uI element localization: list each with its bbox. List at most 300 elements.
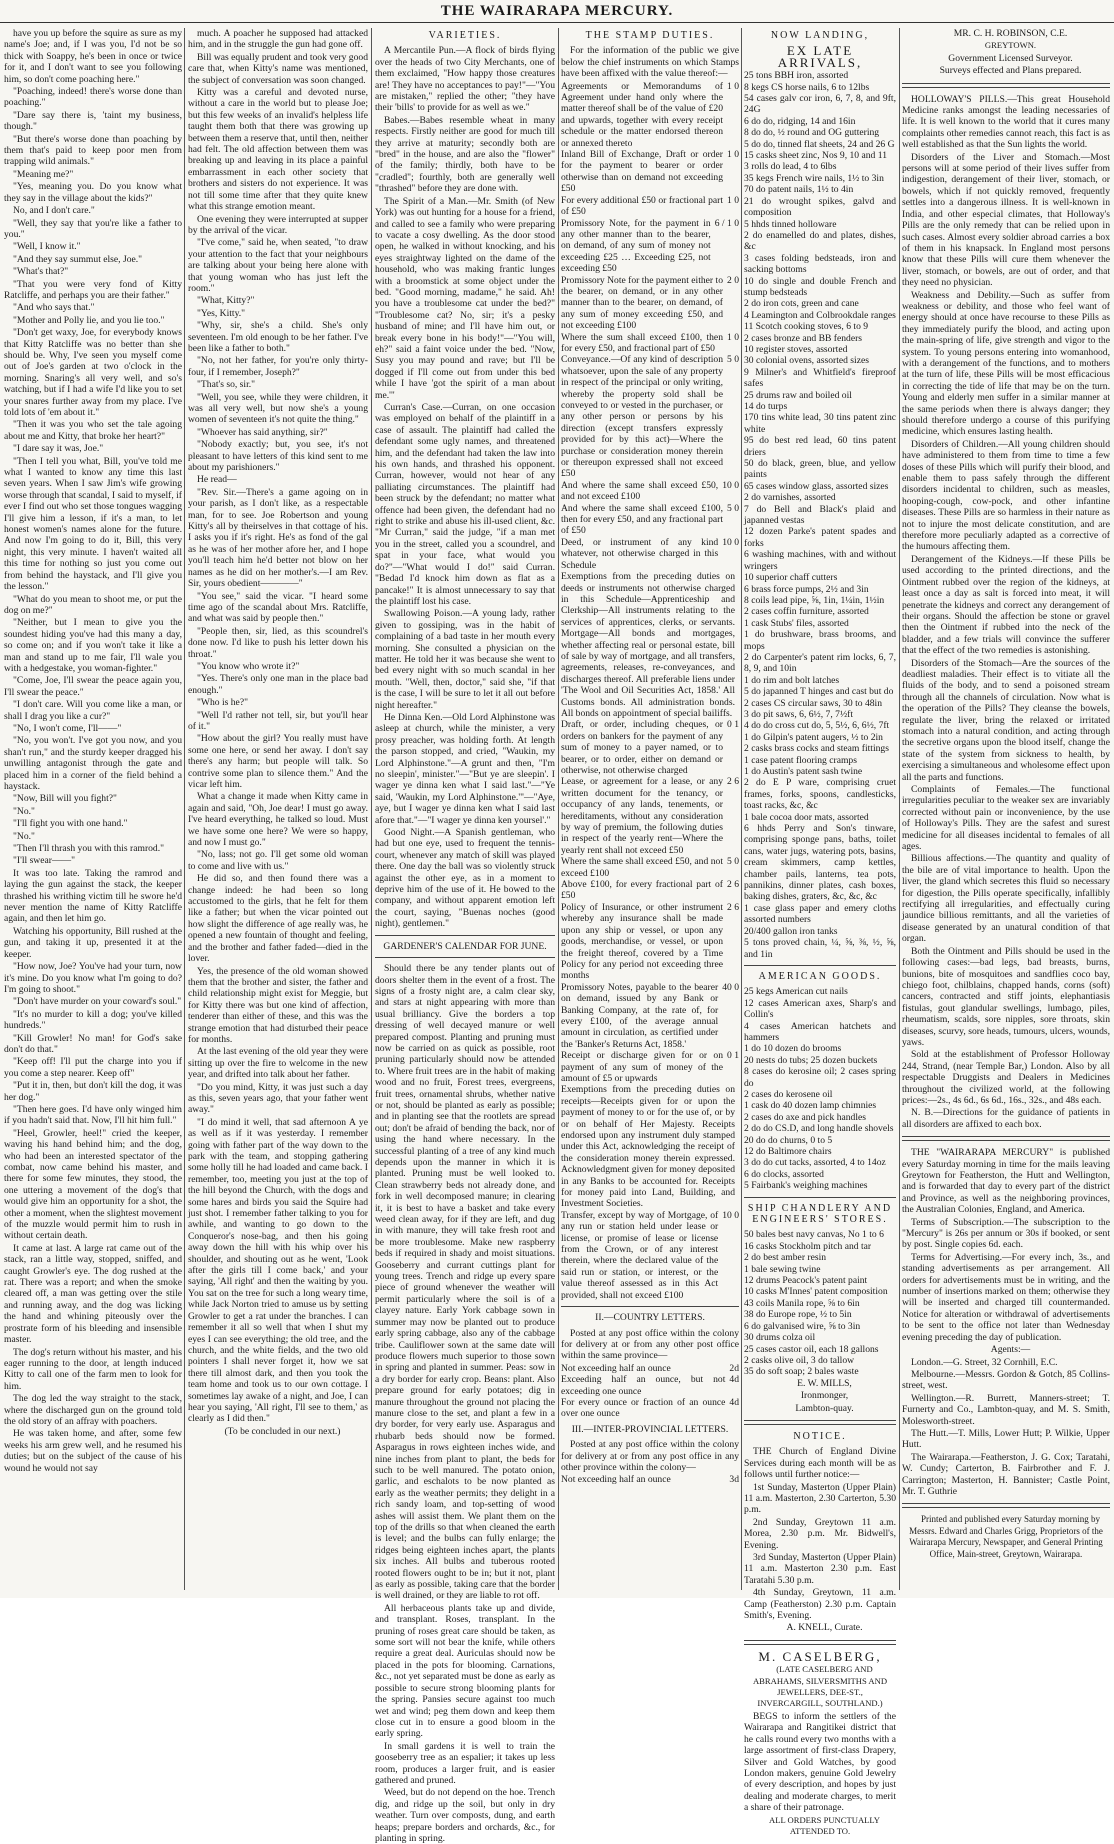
- duty-item: [561, 1050, 739, 1084]
- now-landing-heading: NOW LANDING,: [770, 30, 870, 41]
- column-stamp-duties: [561, 28, 739, 1590]
- story-paragraph: "How now, Joe? You've had your turn, now it's mine. Do you know what I'm going to do? I'm going to shoot.": [4, 961, 182, 995]
- duty-item: [561, 218, 739, 275]
- duty-item-text: Conveyance.—Of any kind of description whatsoever, upon the sale of any property in respect of the principal or only writing, whereby the property sold shall be conveyed to or vested in the purchaser, or any other person or persons by his direction (except transfers expressly provided for by this act)—Where the purchase or consideration money therein or thereupon expressed shall not exceed £50: [561, 354, 723, 480]
- arrival-item: 25 drums raw and boiled oil: [744, 389, 852, 401]
- section-rule: [744, 965, 896, 966]
- section-rule: [902, 1503, 1110, 1508]
- arrival-item: 10 do single and double French and stump bedsteads: [744, 275, 896, 298]
- ship-chandlery-item: 35 do soft soap; 2 bales waste: [744, 1366, 859, 1378]
- robinson-name: MR. C. H. ROBINSON, C.E.: [953, 28, 1068, 39]
- caselberg-subheading: (LATE CASELBERG AND ABRAHAMS, SILVERSMITHS AND JEWELLERS, DEE-ST., INVERCARGILL, SOUTHLAND.): [752, 1664, 888, 1709]
- duty-item-amount: 2 6: [727, 901, 739, 913]
- story-paragraph: "Dare say there is, 'taint my business, though.": [4, 109, 182, 133]
- story-paragraph: "Meaning me?": [13, 168, 74, 180]
- mercury-notice: THE "WAIRARAPA MERCURY" is published every Saturday morning in time for the mails leaving Greytown for Featherston, the Hutt and Wellington, and is forwarded that day to every part of the district and Province, as well as the neighboring provinces, the Australian Colonies, England, and America.: [902, 1147, 1110, 1216]
- variety-item: The Spirit of a Man.—Mr. Smith (of New York) was out hunting for a house for a friend, and called to see a family who were preparing to vacate a cosy dwelling. As the door stood open, he walked in without knocking, and his eyes straightway lighted on the dame of the household, who was making frantic lunges with a broomstick at some object under the bed. "Good morning, madame," he said. Ah! you have a troublesome cat under the bed?" "Troublesome cat? No, sir; it's a pesky husband of mine; and I'll have him out, or break every bone in his body!"—"You will, eh?" said a faint voice under the bed. "Now, Susy you may pound and rave; but I'll be dogged if I'll come out from under this bed while I have 'got the spirit of a man about me.'": [375, 195, 555, 401]
- interprovincial-heading: III.—INTER-PROVINCIAL LETTERS.: [571, 1423, 729, 1435]
- arrival-item: 1 case patent flooring cramps: [744, 754, 857, 766]
- varieties-heading: VARIETIES.: [428, 30, 502, 41]
- duty-item: [561, 149, 739, 195]
- merchant-role: Ironmonger,: [800, 1390, 849, 1402]
- story-paragraph: "Who is he?": [197, 697, 248, 709]
- story-paragraph: "I'll fight you with one hand.": [13, 818, 128, 830]
- duty-item: [561, 719, 739, 776]
- duty-item: [561, 332, 739, 355]
- ship-chandlery-item: 1 bale sewing twine: [744, 1263, 821, 1275]
- column-story-part-1: [4, 28, 182, 1590]
- story-paragraph: "Well, they say that you're like a father to you.": [4, 217, 182, 240]
- masthead: THE WAIRARAPA MERCURY.: [440, 3, 674, 19]
- story-paragraph: He did so, and then found there was a change indeed: he had been so long accustomed to the girls, that he felt for them like a father; but when the vicar pointed out how slight the difference of age really was, he opened a new fountain of thought and feeling, and the brother and father faded—died in the lover.: [188, 873, 368, 965]
- advertising-terms: Terms for Advertising.—For every inch, 3s., and standing advertisements as per arrangement. All orders for advertisements must be in writing, and the number of insertions marked on them; otherwise they will be inserted and charged till countermanded. Notice for alteration or withdrawal of advertisements to be sent to the office not later than Wednesday evening preceding the day of publication.: [902, 1251, 1110, 1343]
- country-letters-intro: Posted at any post office within the colony for delivery at or from any other post office within the same province—: [561, 1327, 739, 1362]
- arrival-item: 2 cases coffin furniture, assorted: [744, 606, 869, 618]
- story-paragraph: "Keep off! I'll put the charge into you if you come a step nearer. Keep off": [4, 1056, 182, 1079]
- story-paragraph: "Why, sir, she's a child. She's only seventeen. I'm old enough to be her father. I've been like a father to both.": [188, 320, 368, 354]
- holloway-paragraph: Disorders of the Liver and Stomach.—Most persons will at some period of their lives suffer from indigestion, derangement of their liver, stomach, or bowels, which if not quickly removed, frequently settles into a dangerous illness. It is well-known in India, and other especial climates, that Holloway's Pills are the only remedy that can be relied upon in such cases. Almost every soldier abroad carries a box of them in his knapsack. In England most persons know that these Pills will cure them whenever the liver, stomach, or bowels, are out of order, and that they need no physician.: [902, 151, 1110, 289]
- duty-item-text: Agreements or Memorandums of Agreement under hand only where the matter thereof shall be of the value of £20 and upwards, together with every receipt schedule or the matter endorsed thereon or annexed thereto: [561, 80, 723, 149]
- duty-item: [561, 354, 739, 479]
- interprovincial-intro: Posted at any post office within the colony for delivery at or from any post office in any other province within the colony—: [561, 1439, 739, 1473]
- duty-item: [561, 537, 739, 571]
- postage-item-text: Not exceeding half an ounce: [561, 1362, 671, 1374]
- duty-item-amount: 2 0: [727, 274, 739, 286]
- story-paragraph: "No, you won't. I've got you now, and you shan't run," and the sturdy keeper dragged his unwilling antagonist through the gate and placed him in a corner of the field behind a haystack.: [4, 735, 182, 792]
- arrival-item: 8 coils lead pipe, ⅝, 1in, 1¼in, 1½in: [744, 594, 885, 606]
- arrival-item: 2 cases bronze and BB fenders: [744, 332, 863, 344]
- arrival-item: 5 do do, tinned flat sheets, 24 and 26 G: [744, 138, 895, 150]
- arrival-item: 2 do iron cots, green and cane: [744, 298, 859, 310]
- story-paragraph: It was too late. Taking the ramrod and laying the gun against the stack, the keeper thrashed his writhing victim till he swore he'd never mention the name of Kitty Ratcliffe again, and then let him go.: [4, 867, 182, 925]
- story-paragraph: "Neither, but I mean to give you the soundest hiding you've had this many a day, so come on; and if you won't take it like a man and stand up to me fair, I'll wale you with a hedgestake, you woman-fighter.": [4, 617, 182, 674]
- story-paragraph: Bill was equally prudent and took very good care that, when Kitty's name was mentioned, the subject of conversation was soon changed.: [188, 51, 368, 86]
- postage-item-text: Exceeding half an ounce, but not exceeding one ounce: [561, 1374, 726, 1397]
- duty-item: [561, 879, 739, 902]
- imprint: Printed and published every Saturday morning by Messrs. Edward and Charles Grigg, Proprietors of the Wairarapa Mercury, Newspaper, and General Printing Office, Main-street, Greytown, Wairarapa.: [909, 1514, 1103, 1559]
- postage-item-text: Not exceeding half an ounce: [561, 1474, 671, 1486]
- garden-paragraph: In small gardens it is well to train the gooseberry tree as an espalier; it takes up less room, produces a larger fruit, and is easier gathered and pruned.: [375, 1740, 555, 1786]
- duty-item-text: Promissory Note, for the payment in any other manner than to the bearer, on demand, of any sum of money not exceeding £25 … Exceeding £25, not exceeding £50: [561, 217, 711, 275]
- duty-item-amount: 10 0: [722, 479, 739, 491]
- arrival-item: 2 cases CS circular saws, 30 to 48in: [744, 697, 883, 709]
- arrival-item: 65 cases window glass, assorted sizes: [744, 480, 889, 492]
- story-footer: (To be concluded in our next.): [224, 1425, 341, 1437]
- duty-item-amount: 5 0: [727, 354, 739, 366]
- robinson-service: Surveys effected and Plans prepared.: [939, 65, 1082, 77]
- story-paragraph: "Then here goes. I'd have only winged him if you hadn't said that. Now, I'll hit him full.": [4, 1103, 182, 1127]
- story-paragraph: "Poaching, indeed! there's worse done than poaching.": [4, 86, 182, 109]
- arrival-item: 1 do Austin's patent sash twine: [744, 766, 863, 777]
- story-paragraph: "What do you mean to shoot me, or put the dog on me?": [4, 593, 182, 616]
- section-rule: [744, 1640, 896, 1645]
- country-letters-heading: II.—COUNTRY LETTERS.: [595, 1312, 705, 1324]
- duty-item-text: For every additional £50 or fractional part of £50: [561, 194, 723, 218]
- duty-item-amount: 1 0: [727, 149, 739, 161]
- story-paragraph: "No, lass; not go. I'll get some old woman to come and live with us.": [188, 849, 368, 872]
- column-divider: [371, 28, 372, 1590]
- duty-item-amount: 5 0: [727, 856, 739, 868]
- variety-item: Curran's Case.—Curran, on one occasion was employed on behalf of the plaintiff in a case of assault. The plaintiff had called the defendant some ugly names, and threatened him, and the defendant had taken the law into his own hands, and thrashed his opponent. Curran, however, would not hear of any palliating circumstances. The plaintiff had been struck by the defendant; no matter what offence had been given, the defendant had no right to strike and abuse his ill-used client, &c. "Mr Curran," said the judge, "if a man met you in the street, called you a scoundrel, and spat in your face, what would you do?"—"What would I do!" said Curran. "Bedad I'd knock him down as flat as a pancake!" It is almost unnecessary to say that the plaintiff lost his case.: [375, 402, 555, 607]
- caselberg-footer: ALL ORDERS PUNCTUALLY ATTENDED TO.: [768, 1814, 881, 1836]
- arrival-item: 11 Scotch cooking stoves, 6 to 9: [744, 321, 869, 333]
- garden-heading: GARDENER'S CALENDAR FOR JUNE.: [383, 940, 547, 952]
- duty-item-text: And where the same shall exceed £100, then for every £50, and any fractional part of £50: [561, 502, 723, 537]
- duty-item: [561, 856, 739, 879]
- column-divider: [741, 28, 742, 1590]
- story-paragraph: Yes, the presence of the old woman showed them that the brother and sister, the father and child relationship might exist for Meggie, but for Kitty there was but one kind of affection, tenderer than either of these, and this was the strange emotion that had disturbed their peace for months.: [188, 965, 368, 1045]
- story-paragraph: "That's so, sir.": [197, 379, 256, 391]
- american-goods-item: 12 cases American axes, Sharp's and Collin's: [744, 997, 896, 1021]
- arrival-item: 54 cases galv cor iron, 6, 7, 8, and 9ft, 24G: [744, 93, 896, 116]
- arrival-item: 8 do do, ½ round and OG guttering: [744, 127, 880, 139]
- holloway-paragraph: Sold at the establishment of Professor Holloway 244, Strand, (near Temple Bar,) London. Also by all respectable Druggists and Dealers in Medicines throughout the civilized world, at the following prices:—2s., 4s 6d., 6s 6d., 16s., 32s., and 48s each.: [902, 1049, 1110, 1106]
- story-paragraph: "But there's worse done than poaching by them that's paid to keep poor men from trapping wild animals.": [4, 133, 182, 168]
- duty-item: [561, 776, 739, 856]
- ship-chandlery-item: 50 bales best navy canvas, No 1 to 6: [744, 1229, 884, 1241]
- story-paragraph: "No, not her father, for you're only thirty-four, if I remember, Joseph?": [188, 355, 368, 378]
- section-rule: [902, 83, 1110, 88]
- story-paragraph: "Kill Growler! No man! for God's sake don't do that.": [4, 1032, 182, 1055]
- american-goods-item: 3 do do cut tacks, assorted, 4 to 14oz: [744, 1157, 886, 1169]
- duty-item: [561, 902, 739, 982]
- story-paragraph: "Then I'll thrash you with this ramrod.": [13, 843, 165, 855]
- ship-chandlery-heading: SHIP CHANDLERY AND ENGINEERS' STORES.: [747, 1202, 893, 1226]
- duty-item-amount: 1 0: [727, 80, 739, 92]
- story-paragraph: "Rev. Sir.—There's a game agoing on in your parish, as I don't like, as a respectable man, for to see. Joe Robertson and young Kitty's all by theirselves in that cottage of his. I asks you if it's right. He's as fond of the gal as he was of her mother afore her, and I hope you'll teach him he'd better not blow on her names as he did on her mother's.—I am Rev. Sir, yours obedient————": [188, 486, 368, 590]
- american-goods-item: 20 nests do tubs; 25 dozen buckets: [744, 1054, 878, 1066]
- story-paragraph: much. A poacher he supposed had attacked him, and in the struggle the gun had gone off.: [188, 28, 368, 51]
- story-paragraph: "Nobody exactly; but, you see, it's not pleasant to have letters of this kind sent to me about my parishioners.": [188, 439, 368, 474]
- garden-paragraph: All herbaceous plants take up and divide, and transplant. Roses, transplant. In the pruning of roses great care should be taken, as some sort will not bear the knife, while others require a great deal. Auriculas should now be placed in the pots for blooming. Carnations, &c., not yet separated must be done as early as possible to secure strong blooming plants for the spring. Pansies secure against too much wet and wind; peg them down and keep them close cut in to ensure a good bloom in the early spring.: [375, 1602, 555, 1740]
- postage-item-amount: 4d: [729, 1374, 739, 1386]
- arrival-item: 4 Leamington and Colbrookdale ranges: [744, 309, 896, 321]
- story-paragraph: The dog's return without his master, and his eager running to the door, at length induced Kitty to call one of the farm men to look for him.: [4, 1346, 182, 1392]
- duty-item-text: Draft, or order, including cheques, or orders on bankers for the payment of any sum of money to a payer named, or to bearer, or to order, either on demand or otherwise, not otherwise charged: [561, 719, 723, 776]
- duty-item: [561, 81, 739, 149]
- story-paragraph: "Whoever has said anything, sir?": [197, 426, 328, 438]
- holloway-paragraph: Weakness and Debility.—Such as suffer from weakness or debility, and those who feel want of energy should at once have recourse to these Pills as they immediately purify the blood, and acting upon the main-spring of life, give strength and vigor to the system. To young persons entering into womanhood, with a derangement of the functions, and to mothers at the turn of life, these Pills will be most efficacious in correcting the tide of life that may be on the turn. Young and elderly men suffer in a similar manner at the same periods when there is always danger; they should therefore undergo a course of this purifying medicine, which ensures lasting health.: [902, 289, 1110, 438]
- story-paragraph: "I'll swear——": [13, 855, 76, 867]
- arrival-item: 6 washing machines, with and without wringers: [744, 549, 896, 572]
- duty-item-amount: 6 / 1 0: [714, 217, 739, 229]
- postage-item: [561, 1474, 739, 1485]
- agent-item: The Wairarapa.—Featherston, J. G. Cox; Taratahi, W. Cundy; Carterton, B. Fairbrother and F. J. Carrington; Masterton, H. Bannister; Castle Point, Mr. T. Guthrie: [902, 1451, 1110, 1497]
- story-paragraph: "I don't care. Will you come like a man, or shall I drag you like a cur?": [4, 699, 182, 722]
- american-goods-item: 25 kegs American cut nails: [744, 986, 848, 998]
- arrival-item: 170 tins white lead, 30 tins patent zinc white: [744, 412, 896, 435]
- duty-item-text: Promissory Notes, payable to the bearer on demand, issued by any Bank or Banking Company, at the rate of, for every £100, of the average annual amount in circulation, as certified under the 'Banker's Returns Act, 1858.': [561, 981, 719, 1050]
- stamp-duties-intro: For the information of the public we give below the chief instruments on which Stamps have been affixed with the value thereof:—: [561, 45, 739, 80]
- arrival-item: 5 do japanned T hinges and cast but do: [744, 686, 894, 698]
- variety-item: Swallowing Poison.—A young lady, rather given to gossiping, was in the habit of complaining of a bad taste in her mouth every morning. She consulted a physician on the matter. He told her it was because she went to bed every night with so much scandal in her mouth. "Well, then, doctor," said she, "if that is the case, I will be sure to let it all out before night hereafter.": [375, 608, 555, 711]
- arrival-item: 5 hhds tinned holloware: [744, 218, 837, 230]
- duty-item-text: Lease, or agreement for a lease, or any written document for the tenancy, or occupancy of any lands, tenements, or hereditaments, without any consideration by way of premium, the following duties in respect of the yearly rent—Where the yearly rent shall not exceed £50: [561, 776, 723, 856]
- ship-chandlery-item: 2 do best amber resin: [744, 1252, 827, 1264]
- postage-item: [561, 1374, 739, 1397]
- arrival-item: 1 cask Stubs' files, assorted: [744, 617, 849, 629]
- column-notices: [902, 28, 1110, 1590]
- arrival-item: 1 case glass paper and emery cloths assorted numbers: [744, 902, 896, 926]
- arrival-item: 50 do black, green, blue, and yellow paints: [744, 458, 896, 481]
- duty-item-text: Deed, or instrument of any kind whatever, not otherwise charged in this Schedule: [561, 536, 719, 571]
- duty-item-amount: 2 6: [727, 879, 739, 891]
- duty-item: [561, 1084, 739, 1209]
- ship-chandlery-item: 12 drums Peacock's patent paint: [744, 1275, 868, 1287]
- arrival-item: 3 do pit saws, 6, 6½, 7, 7½ft: [744, 708, 853, 720]
- agent-item: Wellington.—R. Burrett, Manners-street; T. Furnerty and Co., Lambton-quay, and M. S. Smith, Molesworth-street.: [902, 1392, 1110, 1427]
- story-paragraph: "Don't have murder on your coward's soul.": [13, 996, 182, 1008]
- arrival-item: 2 casks brass cocks and steam fittings: [744, 743, 889, 755]
- duty-item-text: Policy of Insurance, or other instrument whereby any insurance shall be made upon any ship or vessel, or upon any goods, merchandise, or vessel, or upon the freight thereof, covered by a Time Policy for any period not exceeding three months: [561, 901, 723, 982]
- caselberg-body: BEGS to inform the settlers of the Wairarapa and Rangitikei district that he calls round every two months with a large assortment of first-class Drapery, Silver and Gold Watches, by good London makers, genuine Gold Jewelry of every description, and hopes by just dealing and moderate charges, to merit a share of their patronage.: [744, 1710, 896, 1814]
- duty-item-text: Inland Bill of Exchange, Draft or order for the payment to bearer or order otherwise than on demand not exceeding £50: [561, 149, 723, 195]
- agents-heading: Agents:—: [990, 1344, 1031, 1356]
- postage-item-amount: 2d: [729, 1362, 739, 1374]
- american-goods-item: 12 do Baltimore chairs: [744, 1146, 832, 1157]
- story-paragraph: "Mother and Polly lie, and you lie too.": [13, 314, 165, 326]
- postage-item: [561, 1363, 739, 1374]
- duty-item-amount: 40 0: [722, 981, 739, 993]
- story-paragraph: "That you were very fond of Kitty Ratcliffe, and perhaps you are their father.": [4, 278, 182, 301]
- section-rule: [744, 1420, 896, 1425]
- variety-item: Good Night.—A Spanish gentleman, who had but one eye, used to frequent the tennis-court, whenever any match of skill was played there. One day the ball was so violently struck against the other eye, as in a moment to deprive him of the use of it. He bowed to the company, and without apparent emotion left the court, saying, "Buenas noches (good night), gentlemen.": [375, 827, 555, 930]
- arrival-item: 35 kegs French wire nails, 1½ to 3in: [744, 172, 884, 184]
- arrival-item: 7 do Bell and Black's plaid and japanned vestas: [744, 503, 896, 527]
- duty-item-text: Promissory Note for the payment either to the bearer, on demand, or in any other manner than to the bearer, on demand, of any sum of money exceeding £50, and not exceeding £100: [561, 274, 723, 332]
- late-arrivals-heading: EX LATE ARRIVALS,: [777, 43, 863, 70]
- holloway-paragraph: Disorders of the Stomach—Are the sources of the deadliest maladies. Their effect is to vitiate all the fluids of the body, and to send a poisoned stream through all the channels of circulation. Now what is the operation of the Pills? They cleanse the bowels, regulate the liver, bring the relaxed or irritated stomach into a natural condition, and acting through the secretive organs upon the blood itself, change the state of the system from sickness to health, by exercising a simultaneous and wholesome effect upon all the parts and functions.: [902, 657, 1110, 783]
- story-paragraph: One evening they were interrupted at supper by the arrival of the vicar.: [188, 213, 368, 236]
- arrival-item: 5 tons proved chain, ¼, ⅝, ⅜, ½, ⅝, and 1in: [744, 937, 896, 960]
- arrival-item: 6 hhds Perry and Son's tinware, comprising sponge pans, baths, toilet cans, water jugs, watering pots, basins, cream skimmers, camp kettles, chamber pails, lanterns, tea pots, pannikins, dinner plates, cash boxes, baking dishes, graters, &c, &c, &c: [744, 823, 896, 903]
- story-paragraph: "Yes, meaning you. Do you know what they say in the village about the kids?": [4, 181, 182, 204]
- section-rule: [375, 935, 555, 936]
- agent-item: The Hutt.—T. Mills, Lower Hutt; P. Wilkie, Upper Hutt.: [902, 1427, 1110, 1451]
- duty-item: [561, 982, 739, 1050]
- variety-item: A Mercantile Pun.—A flock of birds flying over the heads of two City Merchants, one of them exclaimed, "How happy those creatures are! They have no acceptances to pay!"—"You are mistaken," replied the other; "they have their 'bills' to provide for as well as we.": [375, 45, 555, 114]
- story-paragraph: "I do mind it well, that sad afternoon A ye as well as if it was yesterday. I remember going with father part of the way down to the park with the team, and stopping gathering some holly till he had loaded and came back. I remember, too, meeting you just at the top of the hill beyond the Church, with the dogs and some hares and birds you said the Squire had just shot. I remember father talking to you for awhile, and wanting to go down to the Conqueror's nose-bag, and then his going away down the hill with his whip over his shoulder, and shouting out as he went, 'Look after the girls till I come back,' and your saying, 'All right' and then the waiting by you. You sat on the tree for such a long weary time, while Jack Norton tried to amuse us by setting Growler to get a rat under the branches. I can remember it all so well that when I shut my eyes I can see everything; the old tree, and the church, and the white fields, and the two old pointers I shall never forget it, how we sat there till almost dark, and then you took the team home and took us to our own cottage. I sometimes lay awake of a night, and Joe, I can hear you saying, 'All right, I'll see to them,' as clearly as I did then.": [188, 1116, 368, 1425]
- postage-item: [561, 1397, 739, 1420]
- story-paragraph: have you up before the squire as sure as my name's Joe; and, if I was you, I'd not be so thick with Soappy, he's been in once or twice for it, and I don't want to see you following him, so don't come poaching here.": [4, 28, 182, 85]
- postage-item-text: For every ounce or fraction of an ounce over one ounce: [561, 1396, 726, 1420]
- robinson-title: Government Licensed Surveyor.: [948, 52, 1073, 64]
- ship-chandlery-item: 43 coils Manila rope, ⅝ to 6in: [744, 1297, 860, 1309]
- duty-item-text: Transfer, except by way of Mortgage, of any run or station held under lease or license, or promise of lease or license from the Crown, or of any interest therein, where the declared value of the said run or station, or interest, or the value thereof assessed as in this Act provided, shall not exceed £100: [561, 1209, 719, 1301]
- american-goods-item: 4 cases American hatchets and hammers: [744, 1020, 896, 1043]
- column-divider: [184, 28, 185, 1590]
- garden-paragraph: Should there be any tender plants out of doors shelter them in the event of a frost. The signs of a frosty night are, a calm clear sky, and stars at night appearing with more than usual brilliancy. Give the borders a top dressing of well decayed manure or well prepared compost. Planting and pruning must now be carried on as quick as possible, root pruning particularly should now be attended to. Where fruit trees are in the habit of making wood and no fruit, Forest trees, evergreens, fruit trees, ornamental shrubs, whether native or not, should be planted as early as possible; and in planting see that the rootlets are spread out; don't be afraid of bending the back, nor of using the hand where necessary. In the successful planting of a tree of any kind much depends upon the manner in which it is planted. Pruning must be well looked to. Clean strawberry beds not already done, and fork in well decomposed manure; in clearing it, it is best to have a basket and take every weed clean away, for if they are left, and dug in with manure, they will take fresh root and be more troublesome. Make new raspberry beds if required in shady and moist situations. Gooseberry and currant cuttings plant for young trees. Trench and ridge up every spare piece of ground whenever the weather will permit particularly where the soil is of a clayey nature. Early York cabbage sown in summer may now be planted out to produce early spring cabbage, also any of the cabbage tribe. Cauliflower sown at the same date will produce flowers much superior to those sown in spring and planted in summer. Peas: sow in a dry border for early crop. Beans: plant. Also prepare ground for early potatoes; dig in manure throughout the ground not placing the manure close to the set, and plant a few in a dry border, for very early use. Asparagus and rhubarb beds should now be formed. Asparagus in rows eighteen inches wide, and nine inches from plant to plant, the beds for such to be well manured. The potato onion, garlic, and eschalots to be now planted as early as the weather permits; they delight in a rich sandy loam, and top-setting of wood ashes will assist them. We plant them on the top of the drills so that when cleaned the earth is level; and the bulbs can fully enlarge; the ridges being eighteen inches apart, the plants six inches. All bulbs and tuberous rooted rooted flowers ought to be in; but it not, plant as early as possible, taking care that the border is well drained, or they are liable to rot off.: [375, 963, 555, 1602]
- story-paragraph: "Then it was you who set the tale agoing about me and Kitty, that broke her heart?": [4, 419, 182, 442]
- arrival-item: 21 do wrought spikes, galvd and composition: [744, 195, 896, 219]
- story-paragraph: The dog led the way straight to the stack, where the discharged gun on the ground told the old story of an affray with poachers.: [4, 1393, 182, 1427]
- american-goods-item: 2 do do CS.D, and long handle shovels: [744, 1123, 894, 1135]
- story-paragraph: "Heel, Growler, heel!" cried the keeper, waving his hand behind him; and the dog, who had been an interested spectator of the combat, now came behind his master, and there for some few minutes, they stood, the one uttering a movement of the dog's that would give him an opportunity for a shot, the other a moment, when the slightest movement of the muzzle would permit him to rush in without certain death.: [4, 1127, 182, 1242]
- story-paragraph: "No.": [13, 830, 35, 842]
- duty-item-amount: 10 0: [722, 536, 739, 548]
- masthead-rule: [0, 22, 1114, 23]
- arrival-item: 95 do best red lead, 60 tins patent driers: [744, 435, 896, 458]
- duty-item-text: Where the sum shall exceed £100, then for every £50, and fractional part of £50: [561, 331, 723, 354]
- story-paragraph: Watching his opportunity, Bill rushed at the gun, and taking it up, presented it at the keeper.: [4, 925, 182, 960]
- story-paragraph: "You see," said the vicar. "I heard some time ago of the scandal about Mrs. Ratcliffe, and what was said by people then.": [188, 590, 368, 625]
- arrival-item: 1 do Gilpin's patent augers, ½ to 2in: [744, 731, 883, 743]
- column-divider: [558, 28, 559, 1590]
- story-paragraph: "No, I won't come, I'll——": [13, 722, 122, 734]
- service-schedule-item: 1st Sunday, Masterton (Upper Plain) 11 a.m. Masterton, 2.30 Carterton, 5.30 p.m.: [744, 1481, 896, 1516]
- story-paragraph: "What's that?": [13, 266, 69, 278]
- caselberg-heading: M. CASELBERG,: [758, 1648, 882, 1664]
- story-paragraph: He was taken home, and after, some few weeks his arm grew well, and he resumed his duties; but on the subject of the cause of his wound he would not say: [4, 1428, 182, 1474]
- story-paragraph: "You know who wrote it?": [197, 660, 300, 672]
- duty-item-text: Where the same shall exceed £50, and not exceed £100: [561, 856, 723, 879]
- arrival-item: 9 Milner's and Whitfield's fireproof safes: [744, 366, 896, 390]
- service-schedule-item: 3rd Sunday, Masterton (Upper Plain) 11 a.m. Masterton 2.30 p.m. East Taratahi 5.30 p.m.: [744, 1552, 896, 1586]
- story-paragraph: "No.": [13, 805, 35, 817]
- duty-item: [561, 195, 739, 218]
- arrival-item: 70 do patent nails, 1½ to 4in: [744, 184, 854, 196]
- duty-item: [561, 1210, 739, 1301]
- story-paragraph: "I've come," said he, when seated, "to draw your attention to the fact that your neighbours are talking about your being here alone with that young woman who has just left the room.": [188, 237, 368, 294]
- arrival-item: 25 tons BBH iron, assorted: [744, 70, 849, 82]
- story-paragraph: "Now, Bill will you fight?": [13, 793, 117, 805]
- duty-item: [561, 275, 739, 332]
- section-rule: [561, 1306, 739, 1307]
- postage-item-amount: 3d: [729, 1474, 739, 1486]
- story-paragraph: It came at last. A large rat came out of the stack, ran a little way, stopped, sniffed, and caught Growler's eye. The dog rushed at the rat. There was a report; and when the smoke cleared off, a man was getting over the stile and running away, and the dog was licking the hand and whining piteously over the prostrate form of his bleeding and insensible master.: [4, 1242, 182, 1346]
- arrival-item: 12 dozen Parke's patent spades and forks: [744, 526, 896, 549]
- story-paragraph: "Well, you see, while they were children, it was all very well, but now she's a young women of seventeen it's not quite the thing.": [188, 391, 368, 426]
- merchant-address: Lambton-quay.: [795, 1402, 854, 1414]
- column-varieties: [375, 28, 555, 1844]
- merchant-name: E. W. MILLS,: [797, 1377, 852, 1389]
- duty-item-text: Exemptions from the preceding duties on deeds or instruments not otherwise charged in this Schedule—Apprenticeship and Clerkship—All instruments relating to the services of apprentices, clerks, or servants. Mortgage—All bonds and mortgages, whether affecting real or personal estate, bill of sale by way of mortgage, and all transfers, agreements, releases, re-conveyances, and discharges thereof. All preferable liens under 'The Wool and Oil Securities Act, 1858.' All Customs bonds. All administration bonds. All bonds on appointment of special bailiffs.: [561, 571, 735, 719]
- story-paragraph: "People then, sir, lied, as this scoundrel's done now. I'd like to push his letter down his throat.": [188, 625, 368, 660]
- duty-item-text: Receipt or discharge given for or on payment of any sum of money of the amount of £5 or upwards: [561, 1050, 723, 1084]
- story-paragraph: "Well I'd rather not tell, sir, but you'll hear of it.": [188, 709, 368, 732]
- story-paragraph: "Come, Joe, I'll swear the peace again you, I'll swear the peace.": [4, 675, 182, 698]
- story-paragraph: "Put it in, then, but don't kill the dog, it was her dog.": [4, 1080, 182, 1103]
- column-story-part-2: [188, 28, 368, 1590]
- column-divider: [899, 28, 900, 1590]
- story-paragraph: He read—: [197, 474, 237, 486]
- stamp-duties-heading: THE STAMP DUTIES.: [585, 30, 715, 41]
- agent-item: London.—G. Street, 32 Cornhill, E.C.: [911, 1356, 1058, 1368]
- section-rule: [902, 1136, 1110, 1141]
- american-goods-heading: AMERICAN GOODS.: [758, 970, 882, 982]
- story-paragraph: Kitty was a careful and devoted nurse, without a care in the world but to please Joe; but this few weeks of an invalid's helpless life taught them both that there was growing up between them a reserve that, until then, neither had felt. The old affection between them was breaking up and leaving in its place a painful embarrassment in each other society that brothers and sisters do not experience. It was not till some time after that they quite knew what this strange emotion meant.: [188, 87, 368, 213]
- story-paragraph: "How about the girl? You really must have some one here, or send her away. I don't say there's any harm; but people will talk. So contrive some plan to silence them." And the vicar left him.: [188, 733, 368, 790]
- arrival-item: 30 colonial ovens, assorted sizes: [744, 355, 869, 367]
- curate-signature: A. KNELL, Curate.: [786, 1622, 863, 1634]
- arrival-item: 2 do varnishes, assorted: [744, 492, 836, 504]
- arrival-item: 15 casks sheet zinc, Nos 9, 10 and 11: [744, 150, 887, 162]
- notice-heading: NOTICE.: [793, 1430, 847, 1442]
- duty-item-amount: 5 0: [727, 502, 739, 514]
- arrival-item: 6 brass force pumps, 2½ and 3in: [744, 583, 869, 595]
- story-paragraph: At the last evening of the old year they were sitting up over the fire to welcome in the new year, and drifted into talk about her father.: [188, 1046, 368, 1081]
- american-goods-item: 8 cases do kerosine oil; 2 cases spring do: [744, 1066, 896, 1089]
- story-paragraph: "Well, I know it.": [13, 241, 81, 253]
- subscription-terms: Terms of Subscription.—The subscription to the "Mercury" is 26s per annum or 30s if booked, or sent by post. Single copies 6d. each.: [902, 1216, 1110, 1251]
- american-goods-item: 5 Fairbank's weighing machines: [744, 1180, 868, 1192]
- arrival-item: 1 do rim and bolt latches: [744, 674, 840, 686]
- holloway-paragraph: Disorders of Children.—All young children should have administered to them from time to time a few doses of these Pills which will purify their blood, and enable them to pass safely through the different disorders incidental to children, such as measles, hooping-cough, cow-pock, and other infantine diseases. These Pills are so harmless in their nature as not to injure the most delicate constitution, and are therefore more peculiarly adapted as a corrective of the humours affecting them.: [902, 438, 1110, 553]
- duty-item-amount: 1 0: [727, 194, 739, 206]
- robinson-place: GREYTOWN.: [984, 40, 1037, 51]
- story-paragraph: What a change it made when Kitty came in again and said, "Oh, Joe dear! I must go away. I've heard everything, he talked so loud. Must we have some one here? We were so happy, and now I must go.": [188, 791, 368, 849]
- ship-chandlery-item: 6 do galvanised wire, ⅝ to 3in: [744, 1320, 861, 1332]
- story-paragraph: "And who says that.": [13, 302, 95, 314]
- american-goods-item: 2 cases do axe and pick handles: [744, 1111, 867, 1123]
- duty-item-text: Exemptions from the preceding duties on receipts—Receipts given for or upon the payment of money to or for the use of, or by or on behalf of Her Majesty. Receipts endorsed upon any instrument duly stamped under this Act, acknowledging the receipt of the consideration money therein expressed. Acknowledgment given for money deposited in any Banks to be accounted for. Receipts for money paid into Land, Building, and Investment Societies.: [561, 1084, 735, 1210]
- american-goods-item: 6 do clocks, assorted: [744, 1168, 824, 1180]
- american-goods-item: 20 do do churns, 0 to 5: [744, 1134, 833, 1146]
- garden-paragraph: Weed, but do not depend on the hoe. Trench dig, and ridge up the soil, but only in dry weather. Turn over composts, dung, and earth heaps; prepare borders and orchards, &c., for planting in spring.: [375, 1787, 555, 1844]
- service-schedule-item: 4th Sunday, Greytown, 11 a.m. Camp (Featherston) 2.30 p.m. Captain Smith's, Evening.: [744, 1587, 896, 1622]
- duty-item: [561, 480, 739, 503]
- variety-item: Babes.—Babes resemble wheat in many respects. Firstly neither are good for much till they arrive at maturity; secondly both are "bred" in the house, and are also the "flower" of the family; thirdly, both have to be "cradled"; fourthly, both are generally well "thrashed" before they are done with.: [375, 114, 555, 195]
- duty-item: [561, 503, 739, 537]
- service-schedule-item: 2nd Sunday, Greytown 11 a.m. Morea, 2.30 p.m. Mr. Bidwell's, Evening.: [744, 1516, 896, 1551]
- arrival-item: 8 kegs CS horse nails, 6 to 12lbs: [744, 81, 870, 93]
- story-paragraph: "It's no murder to kill a dog; you've killed hundreds.": [4, 1008, 182, 1032]
- arrival-item: 10 register stoves, assorted: [744, 343, 848, 355]
- duty-item-amount: 0 1: [727, 1050, 739, 1062]
- story-paragraph: "Yes. There's only one man in the place bad enough.": [188, 673, 368, 696]
- arrival-item: 2 do Carpenter's patent rim locks, 6, 7, 8, 9, and 10in: [744, 651, 896, 675]
- arrival-item: 3 rolls do lead, 4 to 6lbs: [744, 161, 837, 173]
- arrival-item: 20/400 gallon iron tanks: [744, 925, 838, 937]
- ship-chandlery-item: 2 casks olive oil, 3 do tallow: [744, 1354, 855, 1366]
- arrival-item: 1 bale cocoa door mats, assorted: [744, 811, 869, 823]
- variety-item: He Dinna Ken.—Old Lord Alphinstone was asleep at church, while the minister, a very prosy preacher, was holding forth. At length the parson stopped, and cried, "Waukin, my Lord Alphinstone."—A grunt and then, "I'm no sleepin', minister."—"But ye are sleepin'. I wager ye dinna ken what I said last."—"Ye said, 'Waukin, my Lord Alphinstone.'"—"Aye, aye, but I wager ye dinna ken what I said last afore that."—"I wager ye dinna ken yoursel'.": [375, 711, 555, 826]
- arrival-item: 6 do do, ridging, 14 and 16in: [744, 115, 856, 127]
- story-paragraph: "Yes, Kitty.": [197, 307, 246, 319]
- duty-item-text: Above £100, for every fractional part of £50: [561, 879, 723, 902]
- story-paragraph: No, and I don't care.": [13, 205, 95, 217]
- duty-item-amount: 1 0: [727, 331, 739, 343]
- story-paragraph: "What, Kitty?": [197, 295, 255, 307]
- ship-chandlery-item: 16 casks Stockholm pitch and tar: [744, 1240, 872, 1252]
- holloway-paragraph: Complaints of Females.—The functional irregularities peculiar to the weaker sex are invariably corrected without pain or inconvenience, by the use of Holloway's Pills. They are the safest and surest medicine for all diseases incidental to females of all ages.: [902, 784, 1110, 853]
- section-rule: [744, 1197, 896, 1198]
- story-paragraph: "Don't get waxy, Joe, for everybody knows that Kitty Ratcliffe was no better than she should be. Why, I've seen you myself come out of Joe's garden at two o'clock in the morning. Snaring's all very well, and so's watching, but if I had a wife I'd like you to set your snares further away from my place. I've told lots of 'em about it.": [4, 327, 182, 418]
- notice-intro: THE Church of England Divine Services during each month will be as follows until further notice:—: [744, 1446, 896, 1481]
- story-paragraph: "Then I tell you what, Bill, you've told me what I wanted to know any time this last seven years. When I saw Jim's wife growing worse through that scandal, I said to myself, if ever I find out who set those tongues wagging I'll give him a lesson, if it's a man, to let honest women's names alone for the future. And now I'm going to do it, Bill, this very night, this very minute. I haven't waited all this time for nothing so just you come out from behind the haystack, and I'll give you the lesson.": [4, 455, 182, 593]
- arrival-item: 4 do do cross cut do, 5, 5½, 6, 6½, 7ft: [744, 720, 890, 732]
- holloway-paragraph: N. B.—Directions for the guidance of patients in all disorders are affixed to each box.: [902, 1107, 1110, 1130]
- story-paragraph: "Do you mind, Kitty, it was just such a day as this, seven years ago, that your father went away.": [188, 1081, 368, 1116]
- arrival-item: 2 do enamelled do and plates, dishes, &c: [744, 229, 896, 253]
- ship-chandlery-item: 25 cases castor oil, each 18 gallons: [744, 1343, 879, 1355]
- holloway-paragraph: Both the Ointment and Pills should be used in the following cases:—bad legs, bad breasts, burns, bunions, bite of mosquitoes and sandflies coco bay, chiego foot, chilblains, chapped hands, corns (soft) cancers, contracted and stiff joints, elephantiasis fistulas, gout glandular swellings, lumbago, piles, rheumatism, scalds, sore nipples, sore throats, skin diseases, scurvy, sore heads, tumours, ulcers, wounds, yaws.: [902, 945, 1110, 1048]
- ship-chandlery-item: 10 casks M'Innes' patent composition: [744, 1286, 888, 1298]
- duty-item: [561, 571, 739, 719]
- holloway-paragraph: Derangement of the Kidneys.—If these Pills be used according to the printed directions, and the Ointment rubbed over the region of the kidneys, at least once a day as salt is forced into meat, it will penetrate the kidneys and correct any derangement of their organs. Should the affection be stone or gravel then the Ointment if rubbed into the neck of the bladder, and a few trials will convince the sufferer that the effect of the two remedies is astonishing.: [902, 553, 1110, 657]
- story-paragraph: "And they say summut else, Joe.": [13, 253, 143, 265]
- arrival-item: 3 cases folding bedsteads, iron and sacking bottoms: [744, 252, 896, 276]
- arrival-item: 10 superior chaff cutters: [744, 572, 838, 584]
- holloway-paragraph: Billious affections.—The quantity and quality of the bile are of vital importance to health. Upon the liver, the gland which secretes this fluid so necessary for digestion, the Pills operate specifically, infallibly rectifying all irregularities, and effectually curing jaundice billious remittants, and all the varieties of disease generated by an unatural condition of that organ.: [902, 853, 1110, 945]
- holloway-paragraph: HOLLOWAY'S PILLS.—This great Household Medicine ranks amongst the leading necessaries of life. It is well known to the world that it cures many complaints other remedies cannot reach, this fact is as well established as that the Sun lights the world.: [902, 93, 1110, 151]
- duty-item-text: And where the same shall exceed £50, and not exceed £100: [561, 479, 719, 503]
- ship-chandlery-item: 30 drums colza oil: [744, 1332, 816, 1344]
- section-rule: [375, 957, 555, 958]
- column-advertisements: [744, 28, 896, 1836]
- ship-chandlery-item: 38 do Europe rope, ½ to 5in: [744, 1309, 852, 1321]
- agent-item: Melbourne.—Messrs. Gordon & Gotch, 85 Collins-street, west.: [902, 1368, 1110, 1392]
